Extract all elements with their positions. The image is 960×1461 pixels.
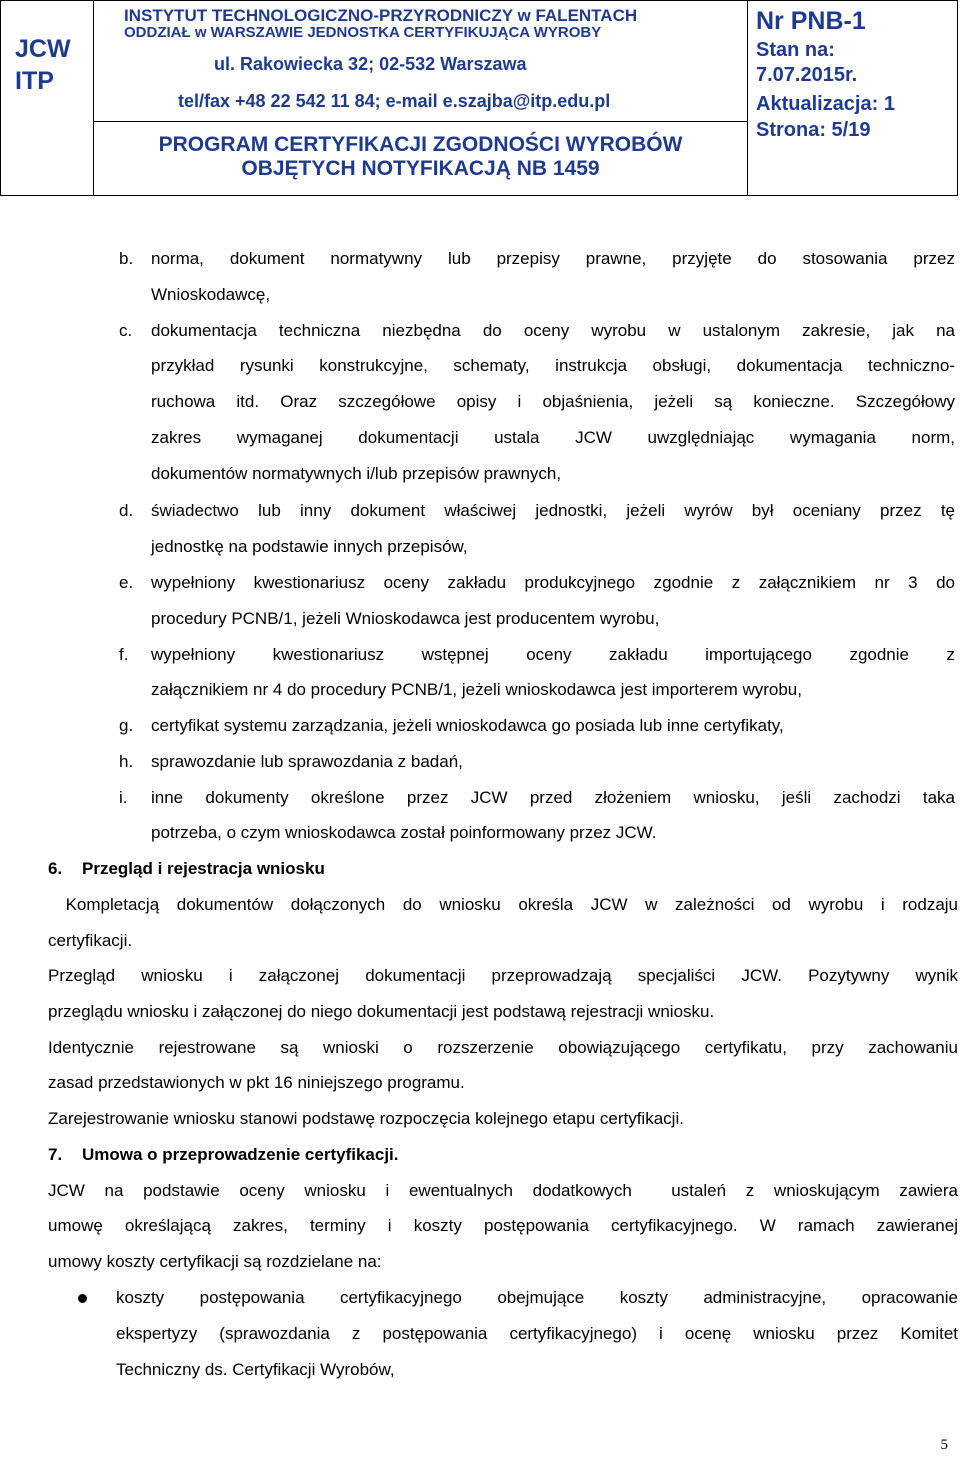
program-title-line1: PROGRAM CERTYFIKACJI ZGODNOŚCI WYROBÓW: [158, 133, 683, 156]
list-item-line: procedury PCNB/1, jeżeli Wnioskodawca jest producentem wyrobu,: [151, 609, 660, 628]
list-item-label: b.: [119, 249, 134, 268]
status-label: Stan na:: [756, 39, 835, 61]
list-item-line: dokumentacja techniczna niezbędna do oceny wyrobu w ustalonym zakresie, jak na: [151, 321, 955, 340]
list-item-line: certyfikat systemu zarządzania, jeżeli wnioskodawca go posiada lub inne certyfikaty,: [151, 716, 784, 735]
institute-contact: tel/fax +48 22 542 11 84; e-mail e.szajba@itp.edu.pl: [178, 91, 611, 111]
logo-jcw: JCW: [15, 35, 71, 63]
list-item-line: ruchowa itd. Oraz szczegółowe opisy i objaśnienia, jeżeli są konieczne. Szczegółowy: [151, 392, 955, 411]
list-item-label: i.: [119, 788, 128, 807]
bullet-line: Techniczny ds. Certyfikacji Wyrobów,: [116, 1360, 395, 1379]
paragraph-line: certyfikacji.: [48, 931, 133, 950]
list-item-line: sprawozdanie lub sprawozdania z badań,: [151, 752, 463, 771]
header-institute-cell: [94, 1, 748, 195]
list-item-line: dokumentów normatywnych i/lub przepisów prawnych,: [151, 464, 562, 483]
logo-itp: ITP: [15, 67, 54, 95]
doc-number: Nr PNB-1: [756, 7, 866, 35]
section-number: 6.: [48, 859, 63, 878]
list-item-line: inne dokumenty określone przez JCW przed złożeniem wniosku, jeśli zachodzi taka: [151, 788, 955, 807]
list-item-label: h.: [119, 752, 134, 771]
paragraph-line: Identycznie rejestrowane są wnioski o rozszerzenie obowiązującego certyfikatu, przy zachowaniu: [48, 1038, 958, 1057]
list-item-label: e.: [119, 573, 134, 592]
status-date: 7.07.2015r.: [756, 64, 858, 86]
list-item-line: potrzeba, o czym wnioskodawca został poinformowany przez JCW.: [151, 823, 657, 842]
page-number: 5: [940, 1437, 948, 1453]
paragraph-line: zasad przedstawionych w pkt 16 niniejszego programu.: [48, 1073, 465, 1092]
paragraph-line: Zarejestrowanie wniosku stanowi podstawę rozpoczęcia kolejnego etapu certyfikacji.: [48, 1109, 684, 1128]
list-item-line: wypełniony kwestionariusz wstępnej oceny zakładu importującego zgodnie z: [151, 645, 955, 664]
list-item-line: norma, dokument normatywny lub przepisy prawne, przyjęte do stosowania przez: [151, 249, 955, 268]
list-item-label: g.: [119, 716, 134, 735]
list-item-line: zakres wymaganej dokumentacji ustala JCW uwzględniając wymagania norm,: [151, 428, 955, 447]
header-logo-cell: [1, 1, 94, 195]
list-item-line: załącznikiem nr 4 do procedury PCNB/1, jeżeli wnioskodawca jest importerem wyrobu,: [151, 680, 802, 699]
institute-address: ul. Rakowiecka 32; 02-532 Warszawa: [214, 54, 527, 74]
paragraph-line: JCW na podstawie oceny wniosku i ewentualnych dodatkowych ustaleń z wnioskującym zawiera: [48, 1181, 958, 1200]
section-title: Przegląd i rejestracja wniosku: [82, 859, 325, 878]
institute-name: INSTYTUT TECHNOLOGICZNO-PRZYRODNICZY w FALENTACH: [124, 6, 638, 25]
list-item-line: świadectwo lub inny dokument właściwej jednostki, jeżeli wyrów był oceniany przez tę: [151, 501, 955, 520]
header-divider: [94, 121, 747, 122]
document-header: [0, 0, 958, 196]
paragraph-line: Przegląd wniosku i załączonej dokumentacji przeprowadzają specjaliści JCW. Pozytywny wynik: [48, 966, 958, 985]
bullet-line: ekspertyzy (sprawozdania z postępowania certyfikacyjnego) i ocenę wniosku przez Komitet: [116, 1324, 958, 1343]
list-item-label: f.: [119, 645, 129, 664]
header-doc-info-cell: [748, 1, 957, 195]
department-name: ODDZIAŁ w WARSZAWIE JEDNOSTKA CERTYFIKUJĄCA WYROBY: [124, 24, 602, 41]
list-item-line: Wnioskodawcę,: [151, 285, 271, 304]
list-item-label: c.: [119, 321, 133, 340]
page-counter: Strona: 5/19: [756, 119, 871, 141]
section-number: 7.: [48, 1145, 63, 1164]
bullet-icon: [78, 1294, 87, 1303]
paragraph-line: umowy koszty certyfikacji są rozdzielane na:: [48, 1252, 382, 1271]
paragraph-line: umowę określającą zakres, terminy i koszty postępowania certyfikacyjnego. W ramach zawieranej: [48, 1216, 958, 1235]
program-title-line2: OBJĘTYCH NOTYFIKACJĄ NB 1459: [241, 157, 600, 180]
list-item-line: wypełniony kwestionariusz oceny zakładu produkcyjnego zgodnie z załącznikiem nr 3 do: [151, 573, 955, 592]
list-item-label: d.: [119, 501, 134, 520]
update-number: Aktualizacja: 1: [756, 93, 895, 115]
section-title: Umowa o przeprowadzenie certyfikacji.: [82, 1145, 399, 1164]
paragraph-line: Kompletacją dokumentów dołączonych do wniosku określa JCW w zależności od wyrobu i rodzaju: [48, 895, 958, 914]
paragraph-line: przeglądu wniosku i załączonej do niego dokumentacji jest podstawą rejestracji wniosku.: [48, 1002, 715, 1021]
bullet-line: koszty postępowania certyfikacyjnego obejmujące koszty administracyjne, opracowanie: [116, 1288, 958, 1307]
list-item-line: jednostkę na podstawie innych przepisów,: [151, 537, 468, 556]
list-item-line: przykład rysunki konstrukcyjne, schematy, instrukcja obsługi, dokumentacja techniczno-: [151, 356, 955, 375]
